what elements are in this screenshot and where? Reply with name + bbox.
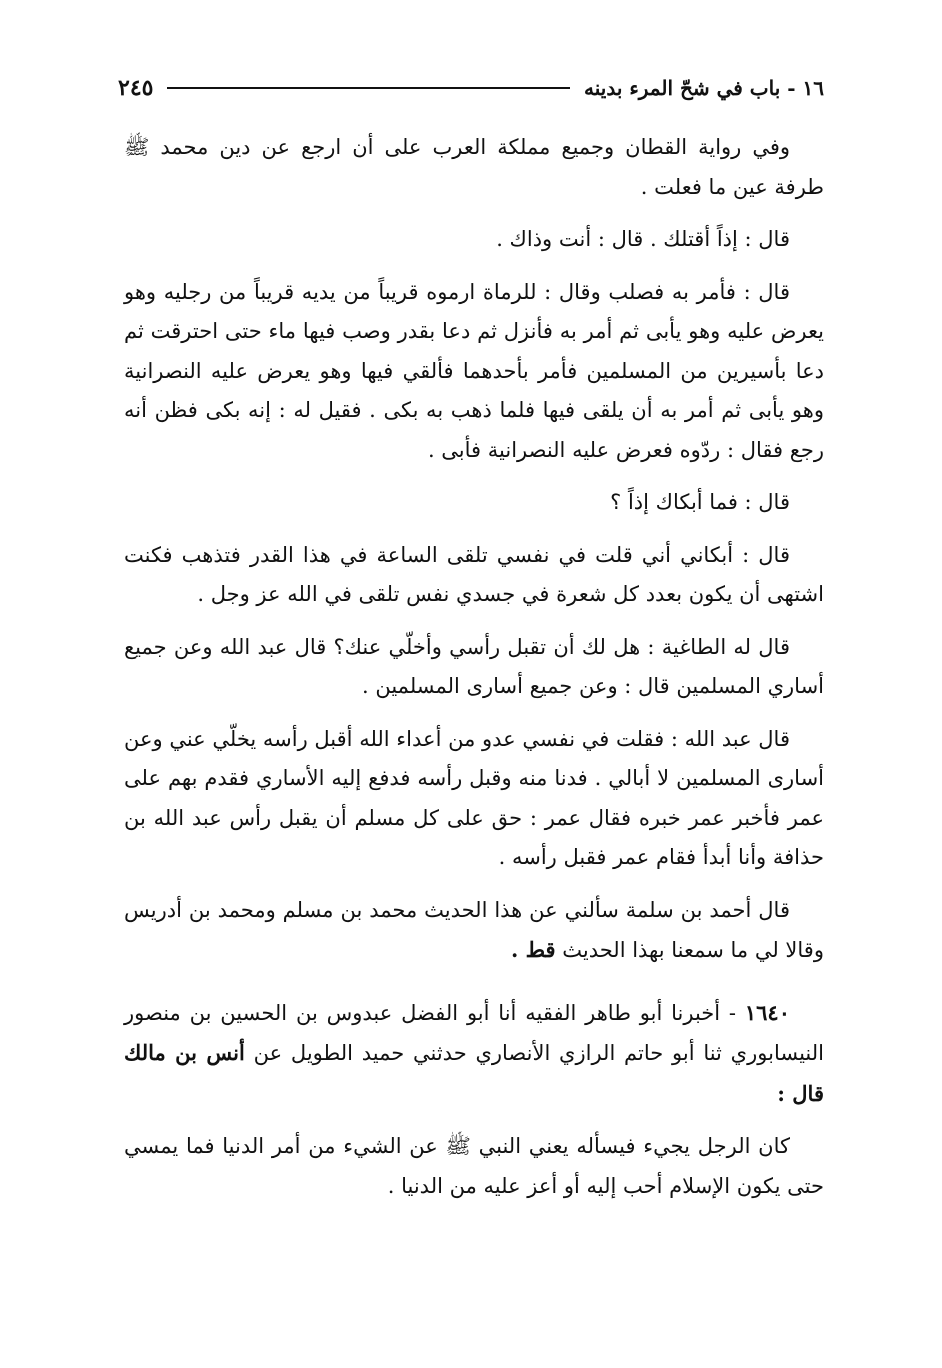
isnad-text: - أخبرنا أبو طاهر الفقيه أنا أبو الفضل عبدوس بن الحسين بن منصور النيسابوري ثنا أبو حاتم الرازي الأنصاري حدثني حميد الطويل عن [124,1000,824,1065]
isnad-narrator: أنس بن مالك قال : [124,1040,824,1106]
hadith-number: ١٦٤٠ [744,999,790,1025]
hadith-isnad [124,993,824,1115]
paragraph: قال عبد الله : فقلت في نفسي عدو من أعداء الله أقبل رأسه يخلّي عني وعن أسارى المسلمين لا أبالي . فدنا منه وقبل رأسه فدفع إليه الأساري فقدم بهم على عمر فأخبر عمر خبره فقال عمر : حق على كل مسلم أن يقبل رأس عبد الله بن حذافة وأنا أبدأ فقام عمر فقبل رأسه . [123,726,824,869]
header-rule [167,87,570,89]
bold-word: قط . [510,937,556,962]
paragraph: قال : أبكاني أني قلت في نفسي تلقى الساعة في هذا القدر فتذهب فكنت اشتهى أن يكون بعدد كل شعرة في جسدي نفس تلقى في الله عز وجل . [124,542,824,606]
paragraph: قال : فأمر به فصلب وقال : للرماة ارموه قريباً من يديه قريباً من رجليه وهو يعرض عليه وهو يأبى ثم أمر به فأنزل ثم دعا بقدر وصب فيها ماء حتى احترقت ثم دعا بأسيرين من المسلمين فأمر بأحدهما فألقي فيها وهو يعرض عليه النصرانية وهو يأبى ثم أمر به أن يلقى فيها فلما ذهب به بكى . فقيل له : إنه بكى فظن أنه رجع فقال : ردّوه فعرض عليه النصرانية فأبى . [124,279,824,462]
page-header [118,68,824,108]
page-number: ٢٤٥ [118,75,154,101]
body-text [124,128,824,1219]
paragraph: قال : فما أبكاك إذاً ؟ [610,490,790,514]
running-title: ١٦ - باب في شحّ المرء بدينه [584,76,824,100]
paragraph: قال : إذاً أقتلك . قال : أنت وذاك . [496,227,790,251]
paragraph [124,891,824,971]
paragraph: وفي رواية القطان وجميع مملكة العرب على أن ارجع عن دين محمد ﷺ طرفة عين ما فعلت . [124,135,824,199]
hadith-matn: كان الرجل يجيء فيسأله يعني النبي ﷺ عن الشيء من أمر الدنيا فما يمسي حتى يكون الإسلام أحب إليه أو أعز عليه من الدنيا . [124,1134,824,1198]
paragraph-text: قال أحمد بن سلمة سألني عن هذا الحديث محمد بن مسلم ومحمد بن أدريس وقالا لي ما سمعنا بهذا الحديث [124,897,824,962]
paragraph: قال له الطاغية : هل لك أن تقبل رأسي وأخلّي عنك؟ قال عبد الله وعن جميع أساري المسلمين قال : وعن جميع أسارى المسلمين . [124,634,824,698]
